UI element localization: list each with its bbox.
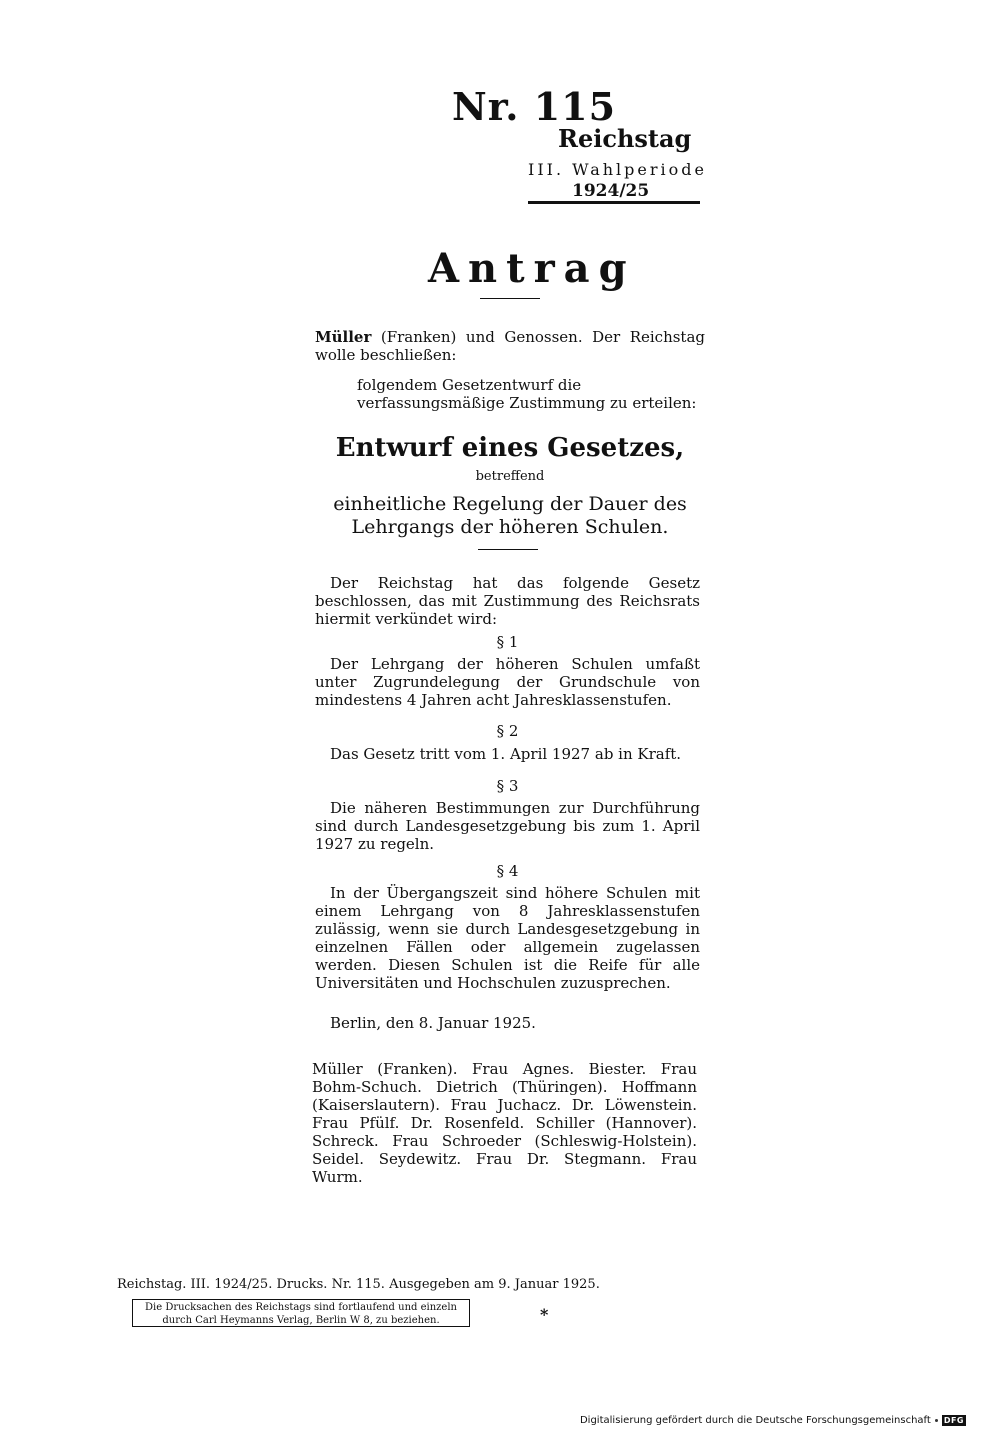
dfg-logo: DFG	[943, 1416, 964, 1425]
distribution-note-line: durch Carl Heymanns Verlag, Berlin W 8, zu beziehen.	[162, 1315, 440, 1326]
document-number: Nr. 115	[452, 84, 617, 129]
digitization-notice	[580, 1415, 966, 1426]
place-date: Berlin, den 8. Januar 1925.	[330, 1014, 536, 1032]
asterisk-mark: *	[540, 1305, 549, 1324]
law-title: Entwurf eines Gesetzes,	[335, 433, 685, 463]
law-divider	[478, 549, 538, 550]
distribution-note	[132, 1299, 470, 1327]
distribution-note-line: Die Drucksachen des Reichstags sind fortlaufend und einzeln	[145, 1302, 457, 1313]
motion-authors: Müller	[315, 328, 372, 346]
law-preamble: Der Reichstag hat das folgende Gesetz beschlossen, das mit Zustimmung des Reichsrats hiermit verkündet wird:	[315, 574, 700, 628]
section-text: In der Übergangszeit sind höhere Schulen mit einem Lehrgang von 8 Jahresklassenstufen zulässig, wenn sie durch Landesgesetzgebung in einzelnen Fällen oder allgemein zugelassen werden. Diesen Schulen ist die Reife für alle Universitäten und Hochschulen zuzusprechen.	[315, 884, 700, 992]
document-title: Antrag	[428, 245, 636, 292]
section-label: § 1	[496, 633, 519, 651]
digitization-text: Digitalisierung gefördert durch die Deutsche Forschungsgemeinschaft	[579, 1415, 931, 1426]
legislative-term: III. Wahlperiode	[528, 160, 707, 179]
institution-name: Reichstag	[558, 124, 692, 153]
section-text: Das Gesetz tritt vom 1. April 1927 ab in Kraft.	[330, 745, 682, 763]
title-divider	[480, 298, 540, 299]
section-text: Der Lehrgang der höheren Schulen umfaßt unter Zugrundelegung der Grundschule von mindestens 4 Jahren acht Jahresklassenstufen.	[315, 655, 700, 709]
separator-dot-icon	[935, 1419, 938, 1422]
motion-intro-text: (Franken) und Genossen. Der Reichstag wolle beschließen:	[315, 328, 705, 364]
law-topic: einheitliche Regelung der Dauer des Lehrgangs der höheren Schulen.	[333, 493, 687, 538]
motion-intro	[315, 328, 705, 364]
section-label: § 3	[496, 777, 519, 795]
motion-request: folgendem Gesetzentwurf die verfassungsmäßige Zustimmung zu erteilen:	[357, 376, 697, 412]
session-period: 1924/25	[572, 181, 650, 201]
section-label: § 4	[496, 862, 519, 880]
law-concerning: betreffend	[475, 469, 545, 484]
signatories: Müller (Franken). Frau Agnes. Biester. Frau Bohm-Schuch. Dietrich (Thüringen). Hoffmann (Kaiserslautern). Frau Juchacz. Dr. Löwenstein. Frau Pfülf. Dr. Rosenfeld. Schiller (Hannover). Schreck. Frau Schroeder (Schleswig-Holstein). Seidel. Seydewitz. Frau Dr. Stegmann. Frau Wurm.	[312, 1060, 697, 1186]
header-rule	[528, 201, 700, 204]
section-label: § 2	[496, 722, 519, 740]
issue-line: Reichstag. III. 1924/25. Drucks. Nr. 115. Ausgegeben am 9. Januar 1925.	[117, 1277, 600, 1292]
section-text: Die näheren Bestimmungen zur Durchführung sind durch Landesgesetzgebung bis zum 1. April 1927 zu regeln.	[315, 799, 700, 853]
